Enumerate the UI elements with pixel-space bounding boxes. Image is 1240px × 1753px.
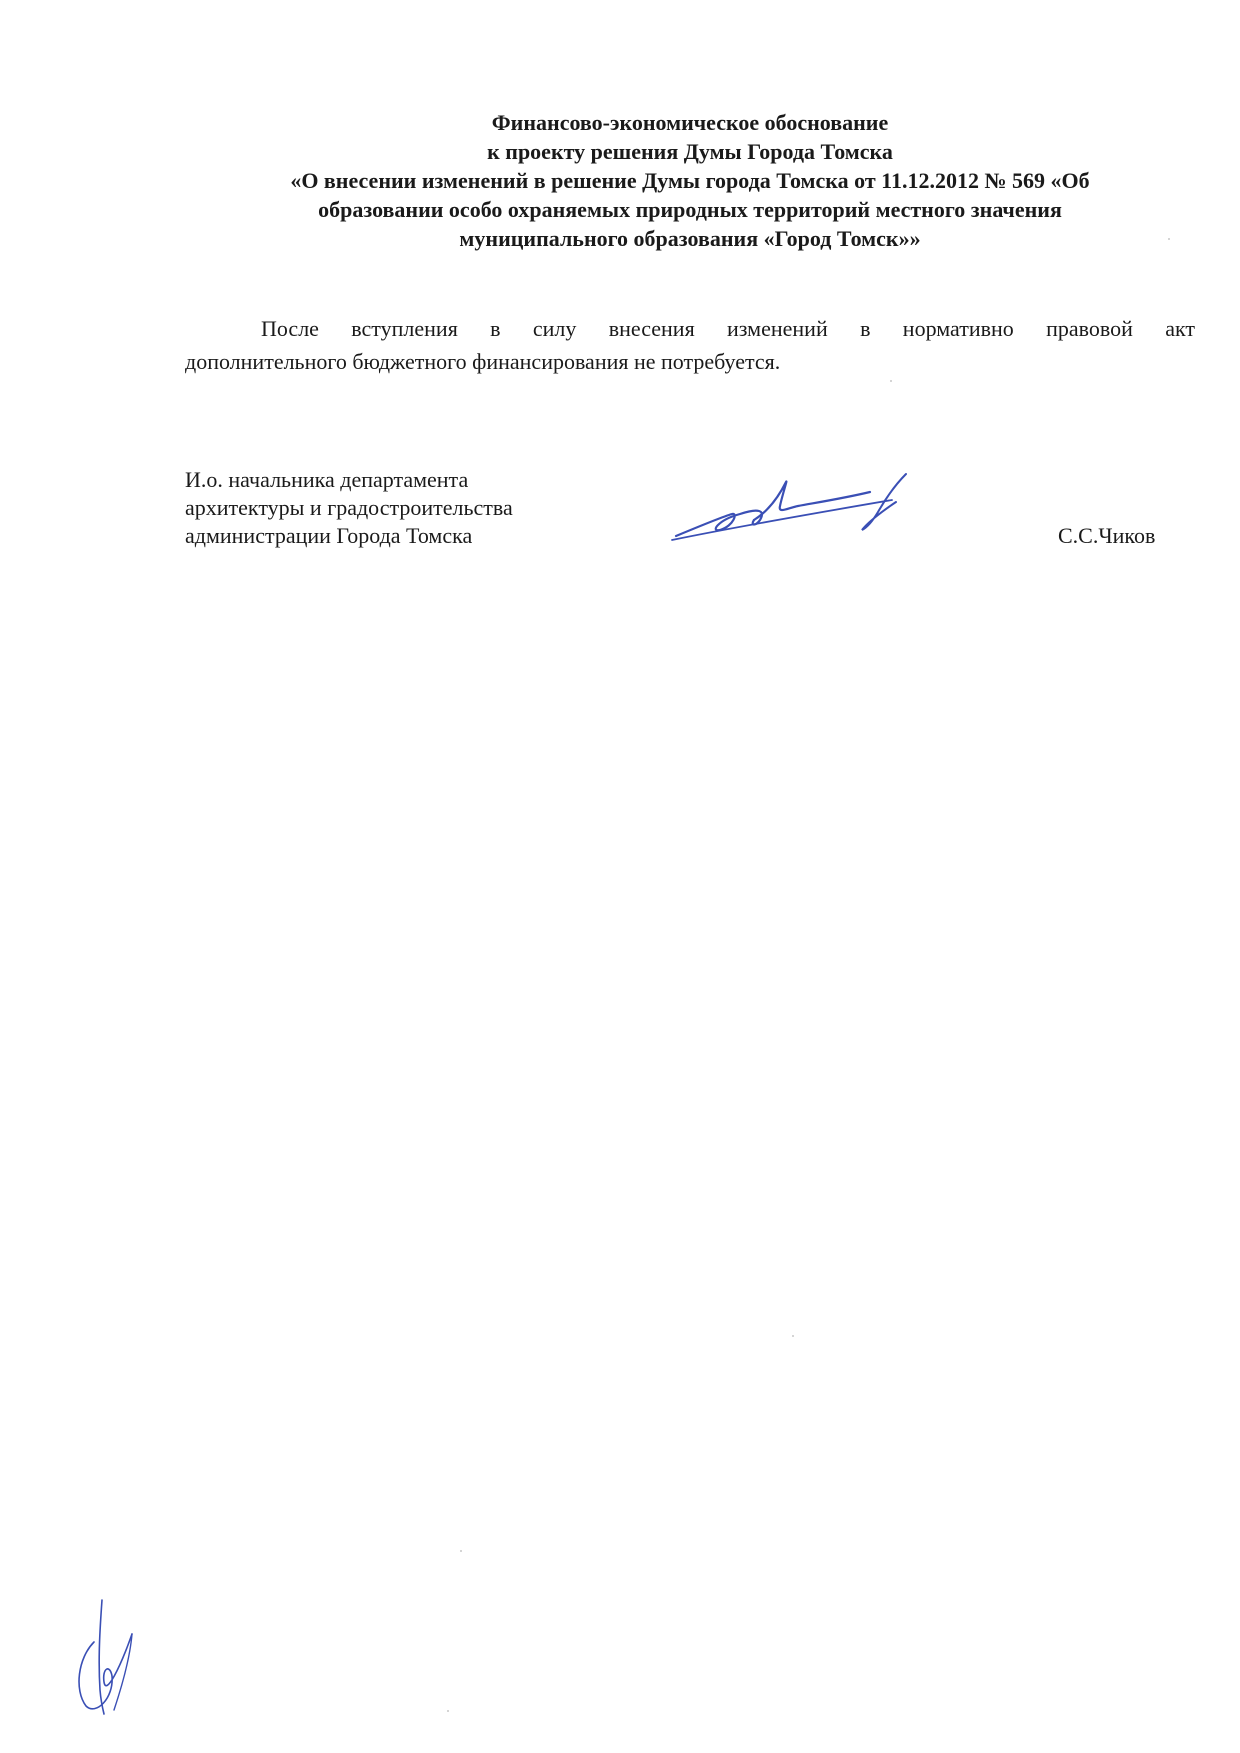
handwritten-signature	[670, 470, 915, 545]
scan-speck	[460, 1550, 462, 1552]
title-line-1: Финансово-экономическое обоснование	[491, 110, 889, 135]
scan-speck	[447, 1710, 449, 1712]
scan-speck	[792, 1335, 794, 1337]
title-line-5: муниципального образования «Город Томск»»	[459, 226, 921, 251]
handwritten-initials	[72, 1598, 142, 1718]
signatory-position	[185, 466, 513, 550]
scan-speck	[890, 380, 892, 382]
signatory-name: С.С.Чиков	[1058, 523, 1156, 548]
signatory-position-line-2: архитектуры и градостроительства	[185, 495, 513, 520]
signatory-position-line-3: администрации Города Томска	[185, 523, 473, 548]
title-line-3: «О внесении изменений в решение Думы города Томска от 11.12.2012 № 569 «Об	[290, 168, 1090, 193]
title-line-2: к проекту решения Думы Города Томска	[487, 139, 893, 164]
title-line-4: образовании особо охраняемых природных территорий местного значения	[318, 197, 1062, 222]
signatory-position-line-1: И.о. начальника департамента	[185, 467, 469, 492]
body-line-1: После вступления в силу внесения изменений в нормативно правовой акт	[261, 316, 1195, 341]
document-title	[185, 108, 1195, 253]
body-line-2: дополнительного бюджетного финансирования не потребуется.	[185, 349, 781, 374]
body-paragraph	[185, 312, 1195, 378]
scan-speck	[1168, 238, 1170, 240]
